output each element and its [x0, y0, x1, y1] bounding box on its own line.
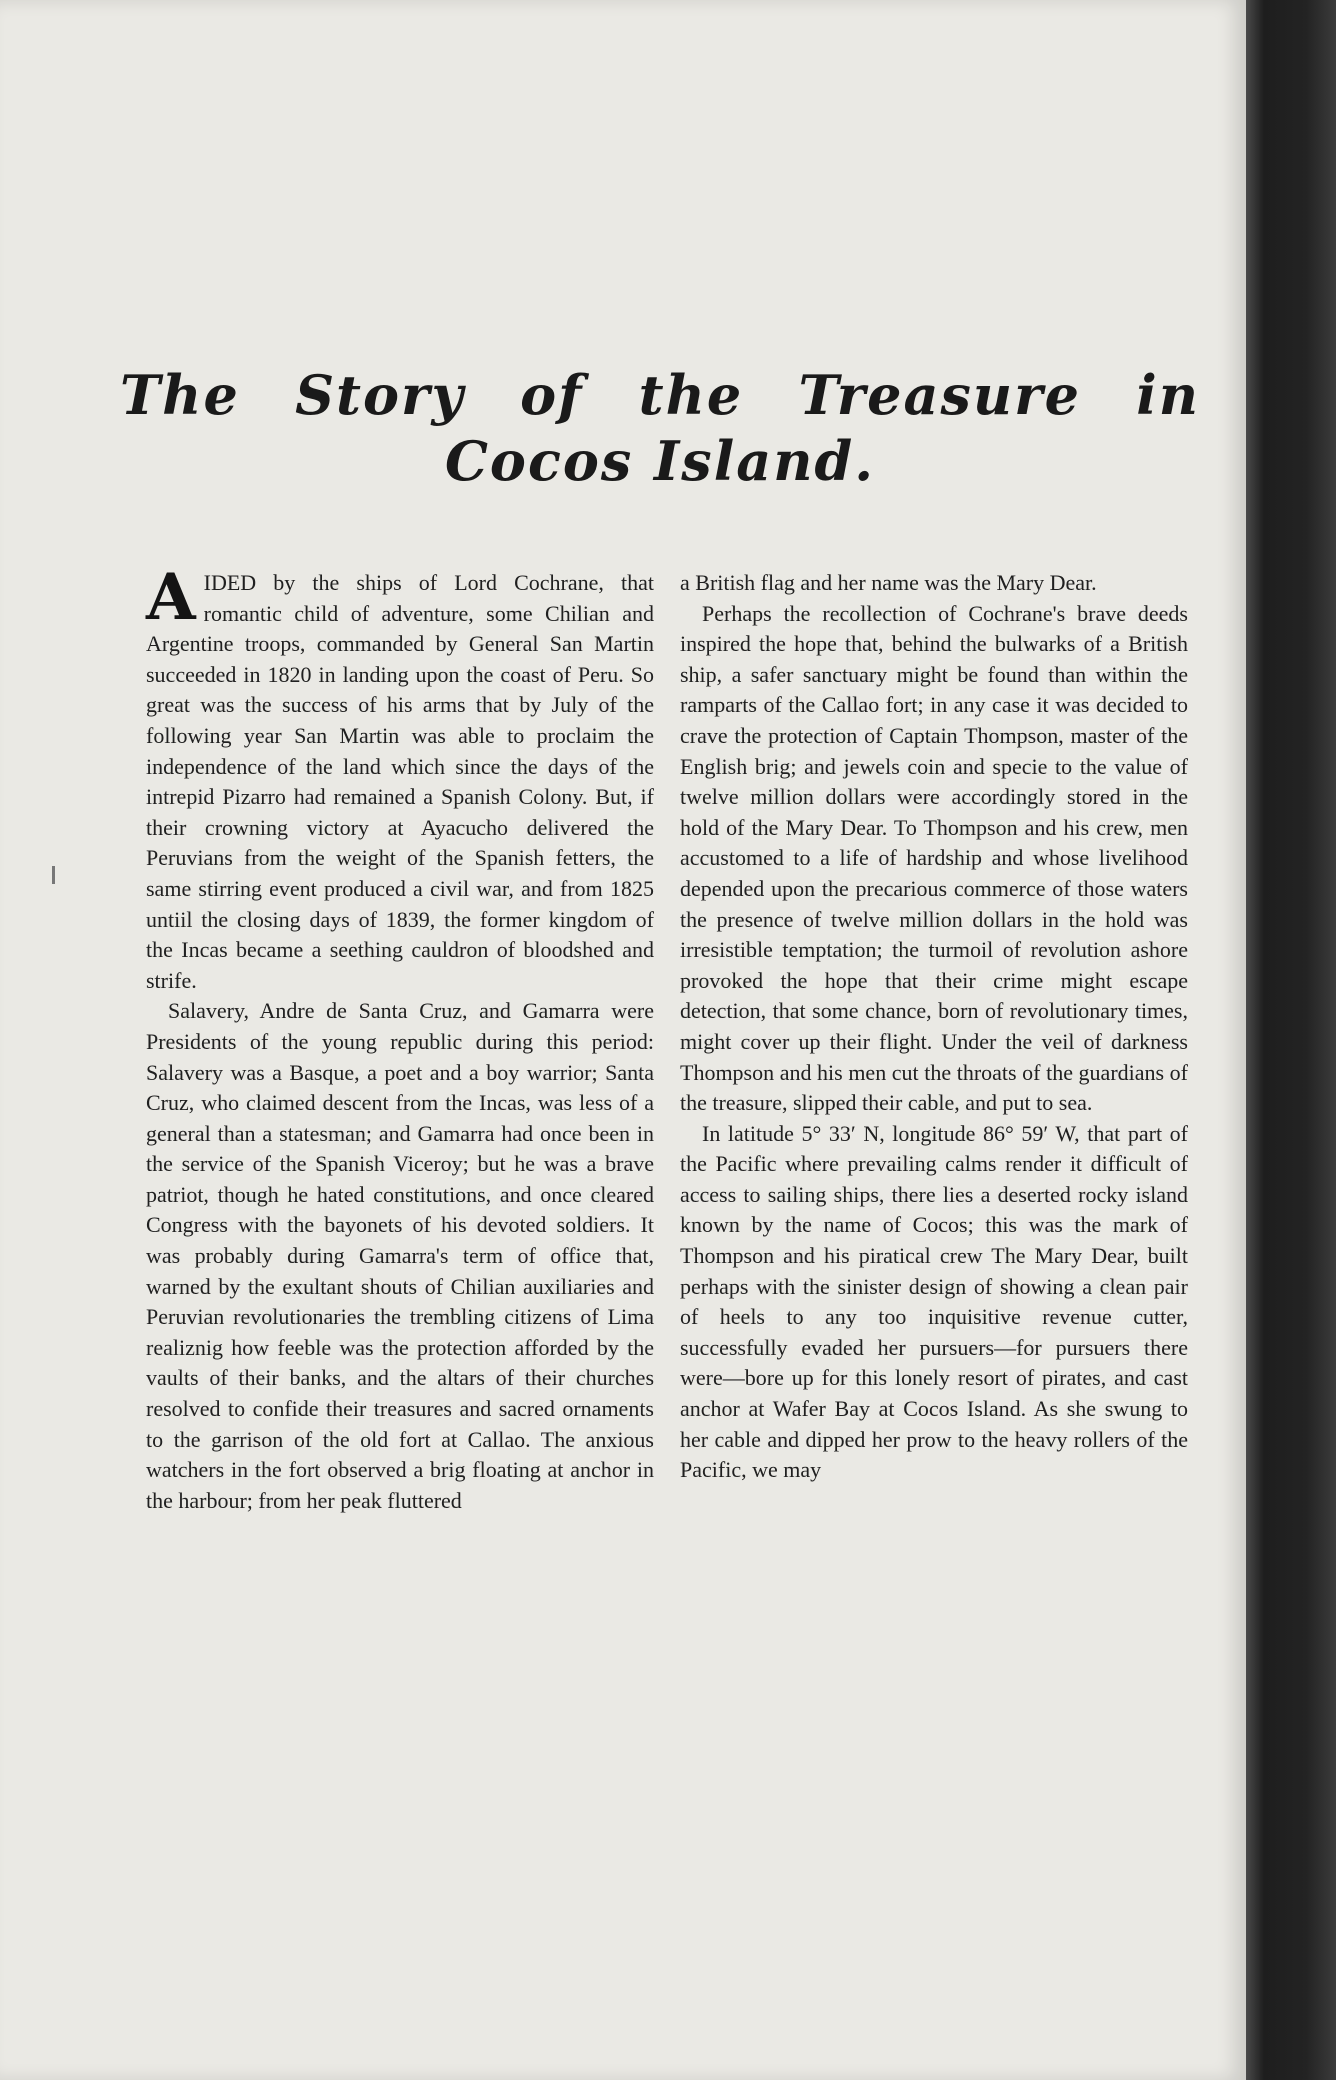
page-speck [52, 866, 55, 884]
paragraph [146, 560, 654, 996]
paragraph-text: IDED by the ships of Lord Cochrane, that romantic child of adventure, some Chilian and Argentine troops, commanded by General San Martin succeeded in 1820 in landing upon the coast of Peru. So great was the success of his arms that by July of the following year San Martin was able to proclaim the independence of the land which since the days of the intrepid Pizarro had remained a Spanish Colony. But, if their crowning victory at Ayacucho delivered the Peruvians from the weight of the Spanish fetters, the same stirring event produced a civil war, and from 1825 untiil the closing days of 1839, the former kingdom of the Incas became a seething cauldron of bloodshed and strife. [146, 570, 654, 993]
drop-cap: A [146, 560, 196, 635]
book-gutter [1246, 0, 1336, 2080]
title-line-1: The Story of the Treasure in [120, 363, 1200, 427]
paragraph: In latitude 5° 33′ N, longitude 86° 59′ W, that part of the Pacific where prevailing calms render it difficult of access to sailing ships, there lies a deserted rocky island known by the name of Cocos; this was the mark of Thompson and his piratical crew The Mary Dear, built perhaps with the sinister design of showing a clean pair of heels to any too inquisitive revenue cutter, successfully evaded her pursuers—for pursuers there were—bore up for this lonely resort of pirates, and cast anchor at Wafer Bay at Cocos Island. As she swung to her cable and dipped her prow to the heavy rollers of the Pacific, we may [680, 1120, 1188, 1483]
paragraph: Perhaps the recollection of Cochrane's brave deeds inspired the hope that, behind the bulwarks of a British ship, a safer sanctuary might be found than within the ramparts of the Callao fort; in any case it was decided to crave the protection of Captain Thompson, master of the English brig; and jewels coin and specie to the value of twelve million dollars were accordingly stored in the hold of the Mary Dear. To Thompson and his crew, men accustomed to a life of hardship and whose livelihood depended upon the precarious commerce of those waters the presence of twelve million dollars in the hold was irresistible temptation; the turmoil of revolution ashore provoked the hope that their crime might escape detection, that some chance, born of revolutionary times, might cover up their flight. Under the veil of darkness Thompson and his men cut the throats of the guardians of the treasure, slipped their cable, and put to sea. [680, 600, 1188, 1116]
article-title [120, 362, 1200, 494]
paragraph: Salavery, Andre de Santa Cruz, and Gamarra were Presidents of the young republic during this period: Salavery was a Basque, a poet and a boy warrior; Santa Cruz, who claimed descent from the Incas, was less of a general than a statesman; and Gamarra had once been in the service of the Spanish Viceroy; but he was a brave patriot, though he hated constitutions, and once cleared Congress with the bayonets of his devoted soldiers. It was probably during Gamarra's term of office that, warned by the exultant shouts of Chilian auxiliaries and Peruvian revolutionaries the trembling citizens of Lima realiznig how feeble was the protection afforded by the vaults of their banks, and the altars of their churches resolved to confide their treasures and sacred ornaments to the garrison of the old fort at Callao. The anxious watchers in the fort observed a brig floating at anchor in the harbour; from her peak fluttered [146, 998, 654, 1513]
left-column [146, 560, 654, 1516]
title-line-2: Cocos Island. [444, 429, 876, 493]
right-column [680, 568, 1188, 1486]
paragraph-continued: a British flag and her name was the Mary Dear. [680, 570, 1097, 595]
